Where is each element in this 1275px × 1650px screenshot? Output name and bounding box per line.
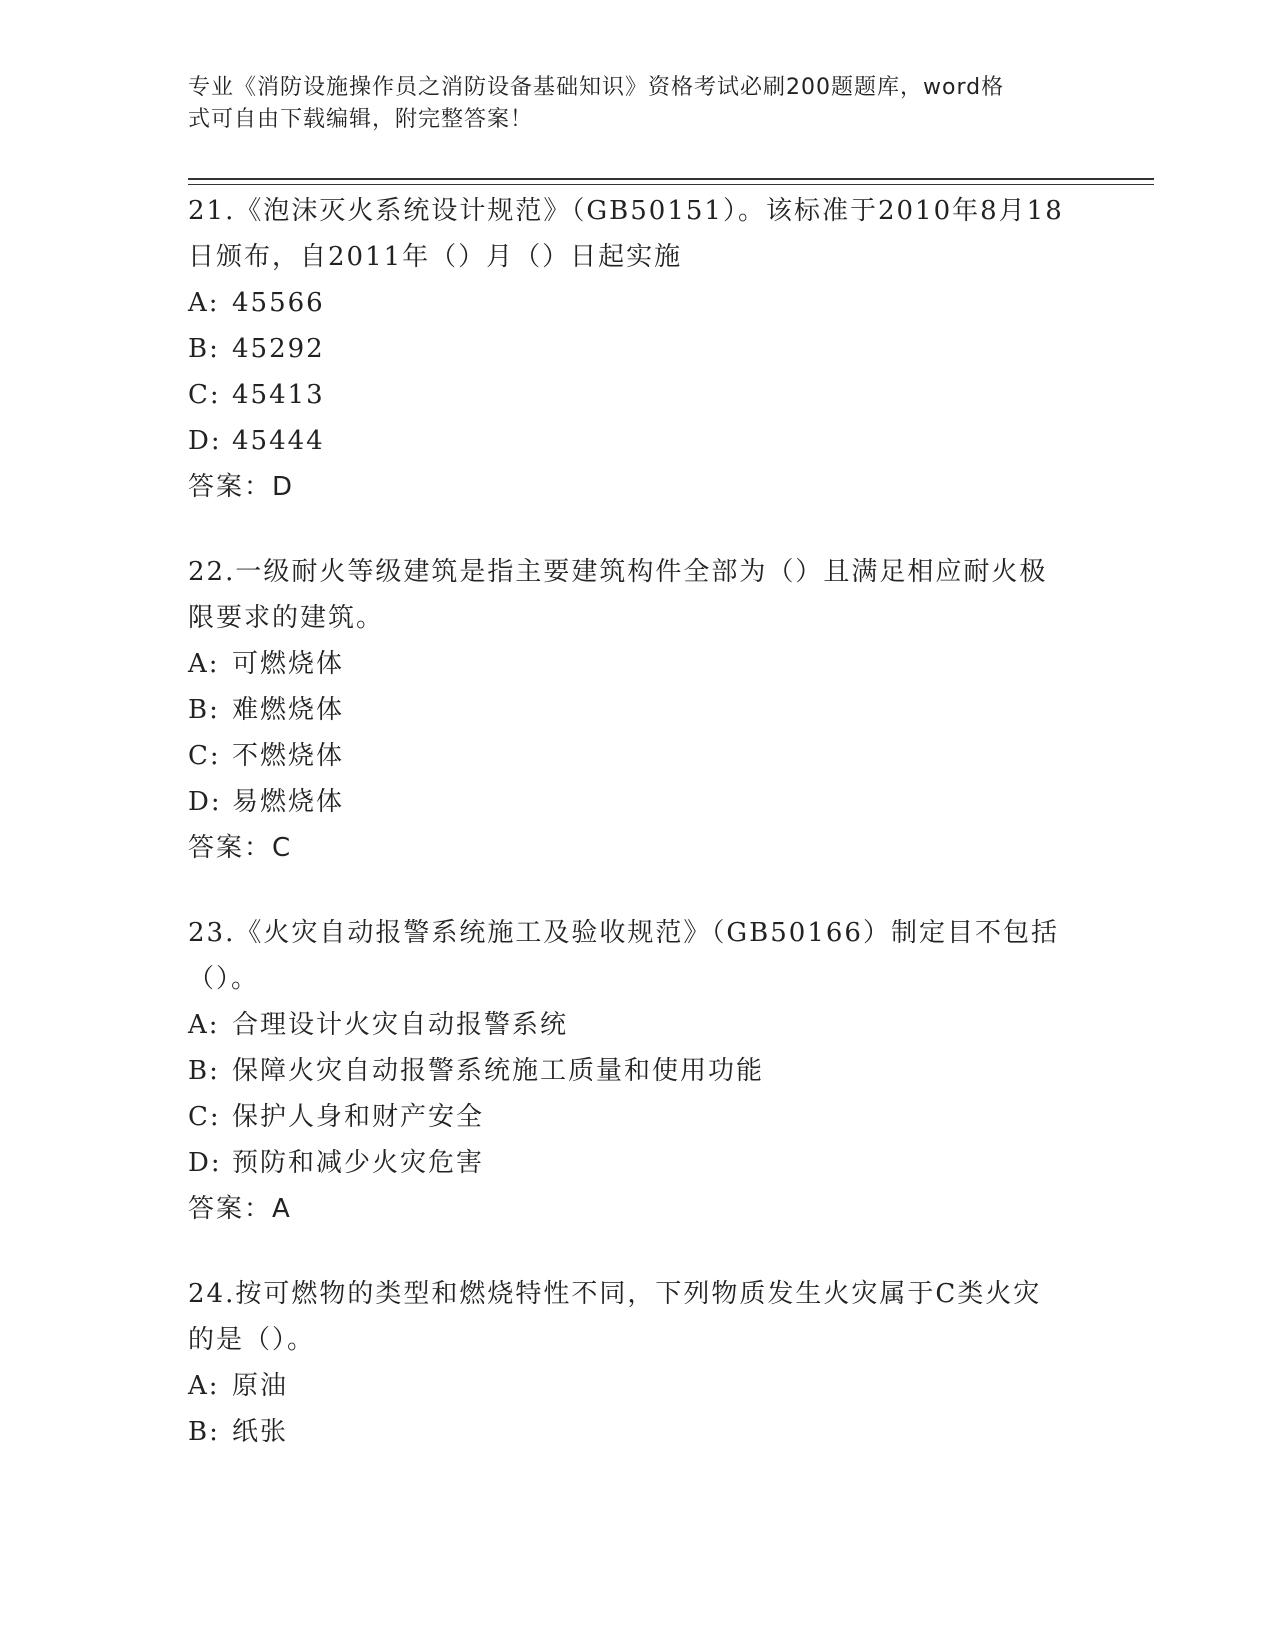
option-letter: B:: [188, 334, 220, 364]
header-line-1: 专业《消防设施操作员之消防设备基础知识》资格考试必刷200题题库，word格: [188, 75, 1005, 100]
answer-label: 答案：: [188, 833, 273, 863]
question-stem: [188, 549, 1088, 641]
question-text-line-1: 《火灾自动报警系统施工及验收规范》（GB50166）制定目不包括: [235, 918, 1059, 948]
question-list: [188, 188, 1088, 1494]
question-text-line-2: （）。: [188, 964, 260, 994]
question-number: 24.: [188, 1279, 236, 1309]
question-23: [188, 910, 1088, 1232]
option-d: [188, 418, 1088, 464]
option-b: [188, 687, 1088, 733]
document-header: [188, 72, 1068, 136]
option-letter: B:: [188, 1417, 220, 1447]
option-d: [188, 1140, 1088, 1186]
question-stem: [188, 1271, 1088, 1363]
option-a: [188, 280, 1088, 326]
question-22: [188, 549, 1088, 871]
answer-label: 答案：: [188, 472, 273, 502]
question-text-line-2: 的是（）。: [188, 1325, 316, 1355]
option-text: 难燃烧体: [232, 695, 345, 725]
header-divider-thin: [188, 184, 1154, 185]
option-text: 原油: [232, 1371, 289, 1401]
option-a: [188, 641, 1088, 687]
option-text: 纸张: [232, 1417, 289, 1447]
question-24: [188, 1271, 1088, 1455]
question-number: 23.: [188, 918, 236, 948]
option-letter: C:: [188, 380, 221, 410]
answer-label: 答案：: [188, 1194, 273, 1224]
option-letter: A:: [188, 288, 220, 318]
answer-value: C: [272, 833, 293, 863]
option-text: 预防和减少火灾危害: [232, 1148, 485, 1178]
option-text: 保护人身和财产安全: [232, 1102, 485, 1132]
option-letter: A:: [188, 1010, 220, 1040]
option-c: [188, 733, 1088, 779]
option-text: 不燃烧体: [232, 741, 345, 771]
option-letter: C:: [188, 741, 221, 771]
option-letter: A:: [188, 649, 220, 679]
question-text-line-1: 《泡沫灭火系统设计规范》（GB50151）。该标准于2010年8月18: [235, 196, 1064, 226]
question-text-line-1: 按可燃物的类型和燃烧特性不同，下列物质发生火灾属于C类火灾: [235, 1279, 1042, 1309]
option-letter: B:: [188, 695, 220, 725]
option-text: 45292: [232, 334, 325, 364]
option-letter: D:: [188, 426, 222, 456]
answer-line: [188, 464, 1088, 510]
question-number: 22.: [188, 557, 236, 587]
option-text: 保障火灾自动报警系统施工质量和使用功能: [232, 1056, 765, 1086]
option-b: [188, 326, 1088, 372]
question-text-line-1: 一级耐火等级建筑是指主要建筑构件全部为（）且满足相应耐火极: [235, 557, 1048, 587]
question-stem: [188, 910, 1088, 1002]
question-number: 21.: [188, 196, 236, 226]
question-text-line-2: 日颁布，自2011年（）月（）日起实施: [188, 242, 683, 272]
question-stem: [188, 188, 1088, 280]
option-a: [188, 1002, 1088, 1048]
option-letter: C:: [188, 1102, 221, 1132]
option-c: [188, 1094, 1088, 1140]
option-d: [188, 779, 1088, 825]
option-letter: D:: [188, 1148, 222, 1178]
option-text: 45413: [232, 380, 325, 410]
option-text: 易燃烧体: [232, 787, 345, 817]
option-b: [188, 1048, 1088, 1094]
question-21: [188, 188, 1088, 510]
option-text: 45566: [232, 288, 325, 318]
header-divider-thick: [188, 178, 1154, 180]
option-text: 45444: [232, 426, 325, 456]
option-c: [188, 372, 1088, 418]
answer-line: [188, 825, 1088, 871]
option-b: [188, 1409, 1088, 1455]
answer-value: D: [272, 472, 295, 502]
option-letter: D:: [188, 787, 222, 817]
answer-line: [188, 1186, 1088, 1232]
header-line-2: 式可自由下载编辑，附完整答案！: [188, 107, 534, 132]
option-letter: B:: [188, 1056, 220, 1086]
answer-value: A: [272, 1194, 292, 1224]
option-a: [188, 1363, 1088, 1409]
option-letter: A:: [188, 1371, 220, 1401]
option-text: 合理设计火灾自动报警系统: [232, 1010, 569, 1040]
option-text: 可燃烧体: [232, 649, 345, 679]
question-text-line-2: 限要求的建筑。: [188, 603, 385, 633]
